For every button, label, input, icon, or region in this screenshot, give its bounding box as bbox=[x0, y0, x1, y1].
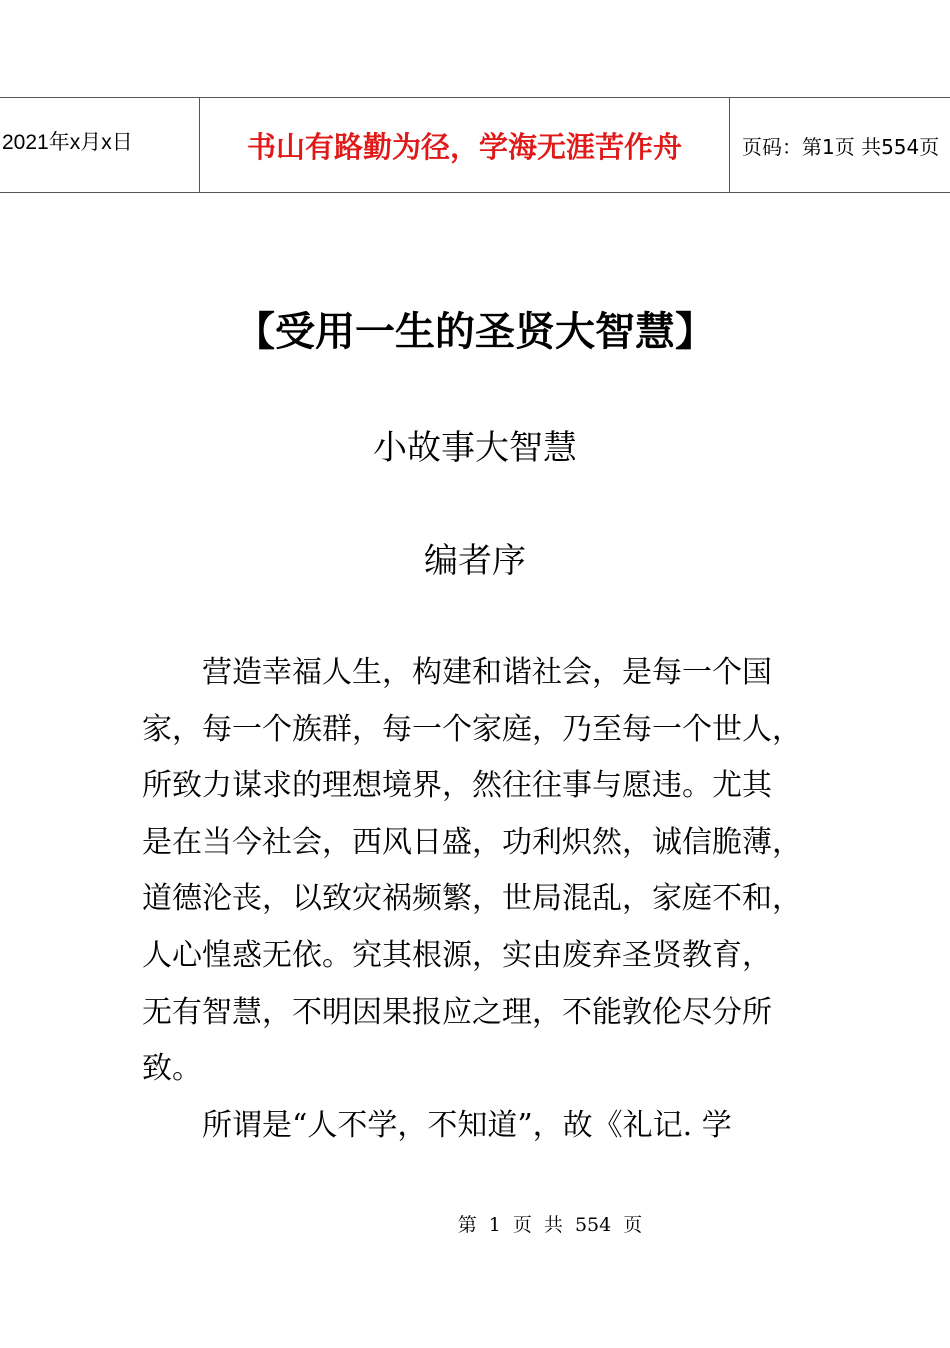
paragraph-2: 所谓是“人不学，不知道”，故《礼记. 学 bbox=[202, 1107, 732, 1143]
paragraph-1: 营造幸福人生，构建和谐社会，是每一个国 家，每一个族群，每一个家庭，乃至每一个世人， 所致力谋求的理想境界，然往往事与愿违。尤其 是在当今社会，西风日盛，功利炽然，诚信脆薄， 道德沦丧，以致灾祸频繁，世局混乱，家庭不和， 人心惶惑无依。究其根源，实由废弃圣贤教育， 无有智慧，不明因果报应之理，不能敦伦尽分所 致。 bbox=[142, 655, 802, 1087]
preface-body bbox=[142, 645, 832, 1154]
header-page-info: 页码：第1页 共554页 bbox=[742, 134, 940, 159]
document-subtitle: 小故事大智慧 bbox=[373, 428, 577, 468]
page-header bbox=[0, 97, 950, 193]
document-title: 【受用一生的圣贤大智慧】 bbox=[235, 309, 715, 355]
header-motto: 书山有路勤为径，学海无涯苦作舟 bbox=[200, 98, 730, 192]
page-footer: 第 1 页 共 554 页 bbox=[457, 1214, 643, 1236]
preface-heading: 编者序 bbox=[424, 541, 526, 581]
header-date: 2021年x月x日 bbox=[0, 98, 200, 192]
